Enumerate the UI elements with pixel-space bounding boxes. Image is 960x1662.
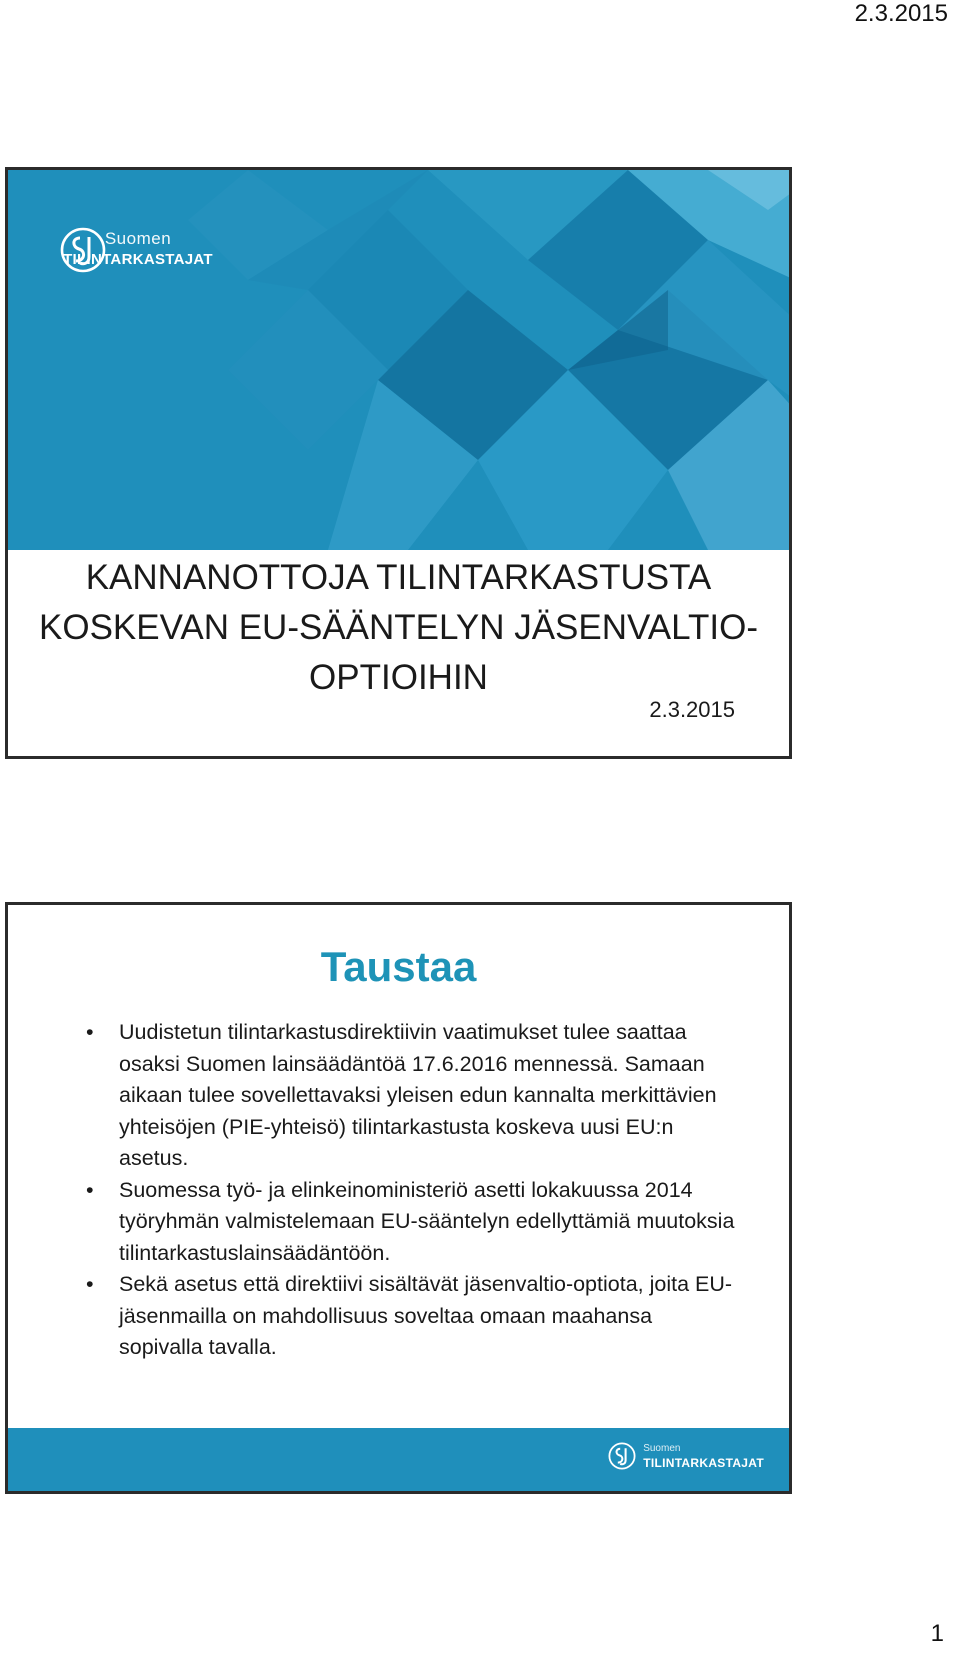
bullet-list xyxy=(86,1017,736,1364)
footer-logo-suomen: Suomen xyxy=(643,1443,681,1454)
bullet-text: Suomessa työ- ja elinkeinoministeriö asetti lokakuussa 2014 työryhmän valmistelemaan EU-sääntelyn edellyttämiä muutoksia tilintarkastuslainsäädäntöön. xyxy=(119,1177,735,1265)
content-slide-taustaa xyxy=(5,902,792,1494)
title-line: KOSKEVAN EU-SÄÄNTELYN JÄSENVALTIO- xyxy=(39,608,758,647)
title-slide xyxy=(5,167,792,759)
logo-text-suomen: Suomen xyxy=(104,229,172,248)
suomen-tilintarkastajat-logo xyxy=(58,225,218,268)
bullet-dot: • xyxy=(86,1020,94,1044)
title-slide-date: 2.3.2015 xyxy=(649,697,735,722)
sj-monogram-icon xyxy=(607,1441,637,1471)
bullet-item xyxy=(86,1017,736,1175)
footer-logo xyxy=(607,1441,764,1471)
title-slide-heading xyxy=(8,553,789,703)
bullet-dot: • xyxy=(86,1177,94,1202)
title-line: KANNANOTTOJA TILINTARKASTUSTA xyxy=(85,558,712,597)
page-number: 1 xyxy=(930,1620,944,1647)
logo-text-tilintarkastajat: TILINTARKASTAJAT xyxy=(63,251,213,268)
bullet-text: Sekä asetus että direktiivi sisältävät jäsenvaltio-optiota, joita EU-jäsenmailla on mahdollisuus soveltaa omaan maahansa sopivalla tavalla. xyxy=(119,1272,733,1359)
slide-title: Taustaa xyxy=(320,943,477,990)
bullet-item xyxy=(86,1269,736,1364)
footer-logo-tilintarkastajat: TILINTARKASTAJAT xyxy=(643,1456,764,1470)
slide-footer-bar xyxy=(8,1428,789,1491)
page-header-date: 2.3.2015 xyxy=(854,0,948,27)
bullet-text: Uudistetun tilintarkastusdirektiivin vaatimukset tulee saattaa osaksi Suomen lainsäädäntöä 17.6.2016 mennessä. Samaan aikaan tulee sovellettavaksi yleisen edun kannalta merkittävien yhteisöjen (PIE-yhteisö) tilintarkastusta koskeva uusi EU:n asetus. xyxy=(119,1020,717,1170)
bullet-dot: • xyxy=(86,1272,94,1296)
title-slide-banner xyxy=(8,170,789,550)
bullet-item xyxy=(86,1175,736,1270)
title-line: OPTIOIHIN xyxy=(309,658,488,697)
